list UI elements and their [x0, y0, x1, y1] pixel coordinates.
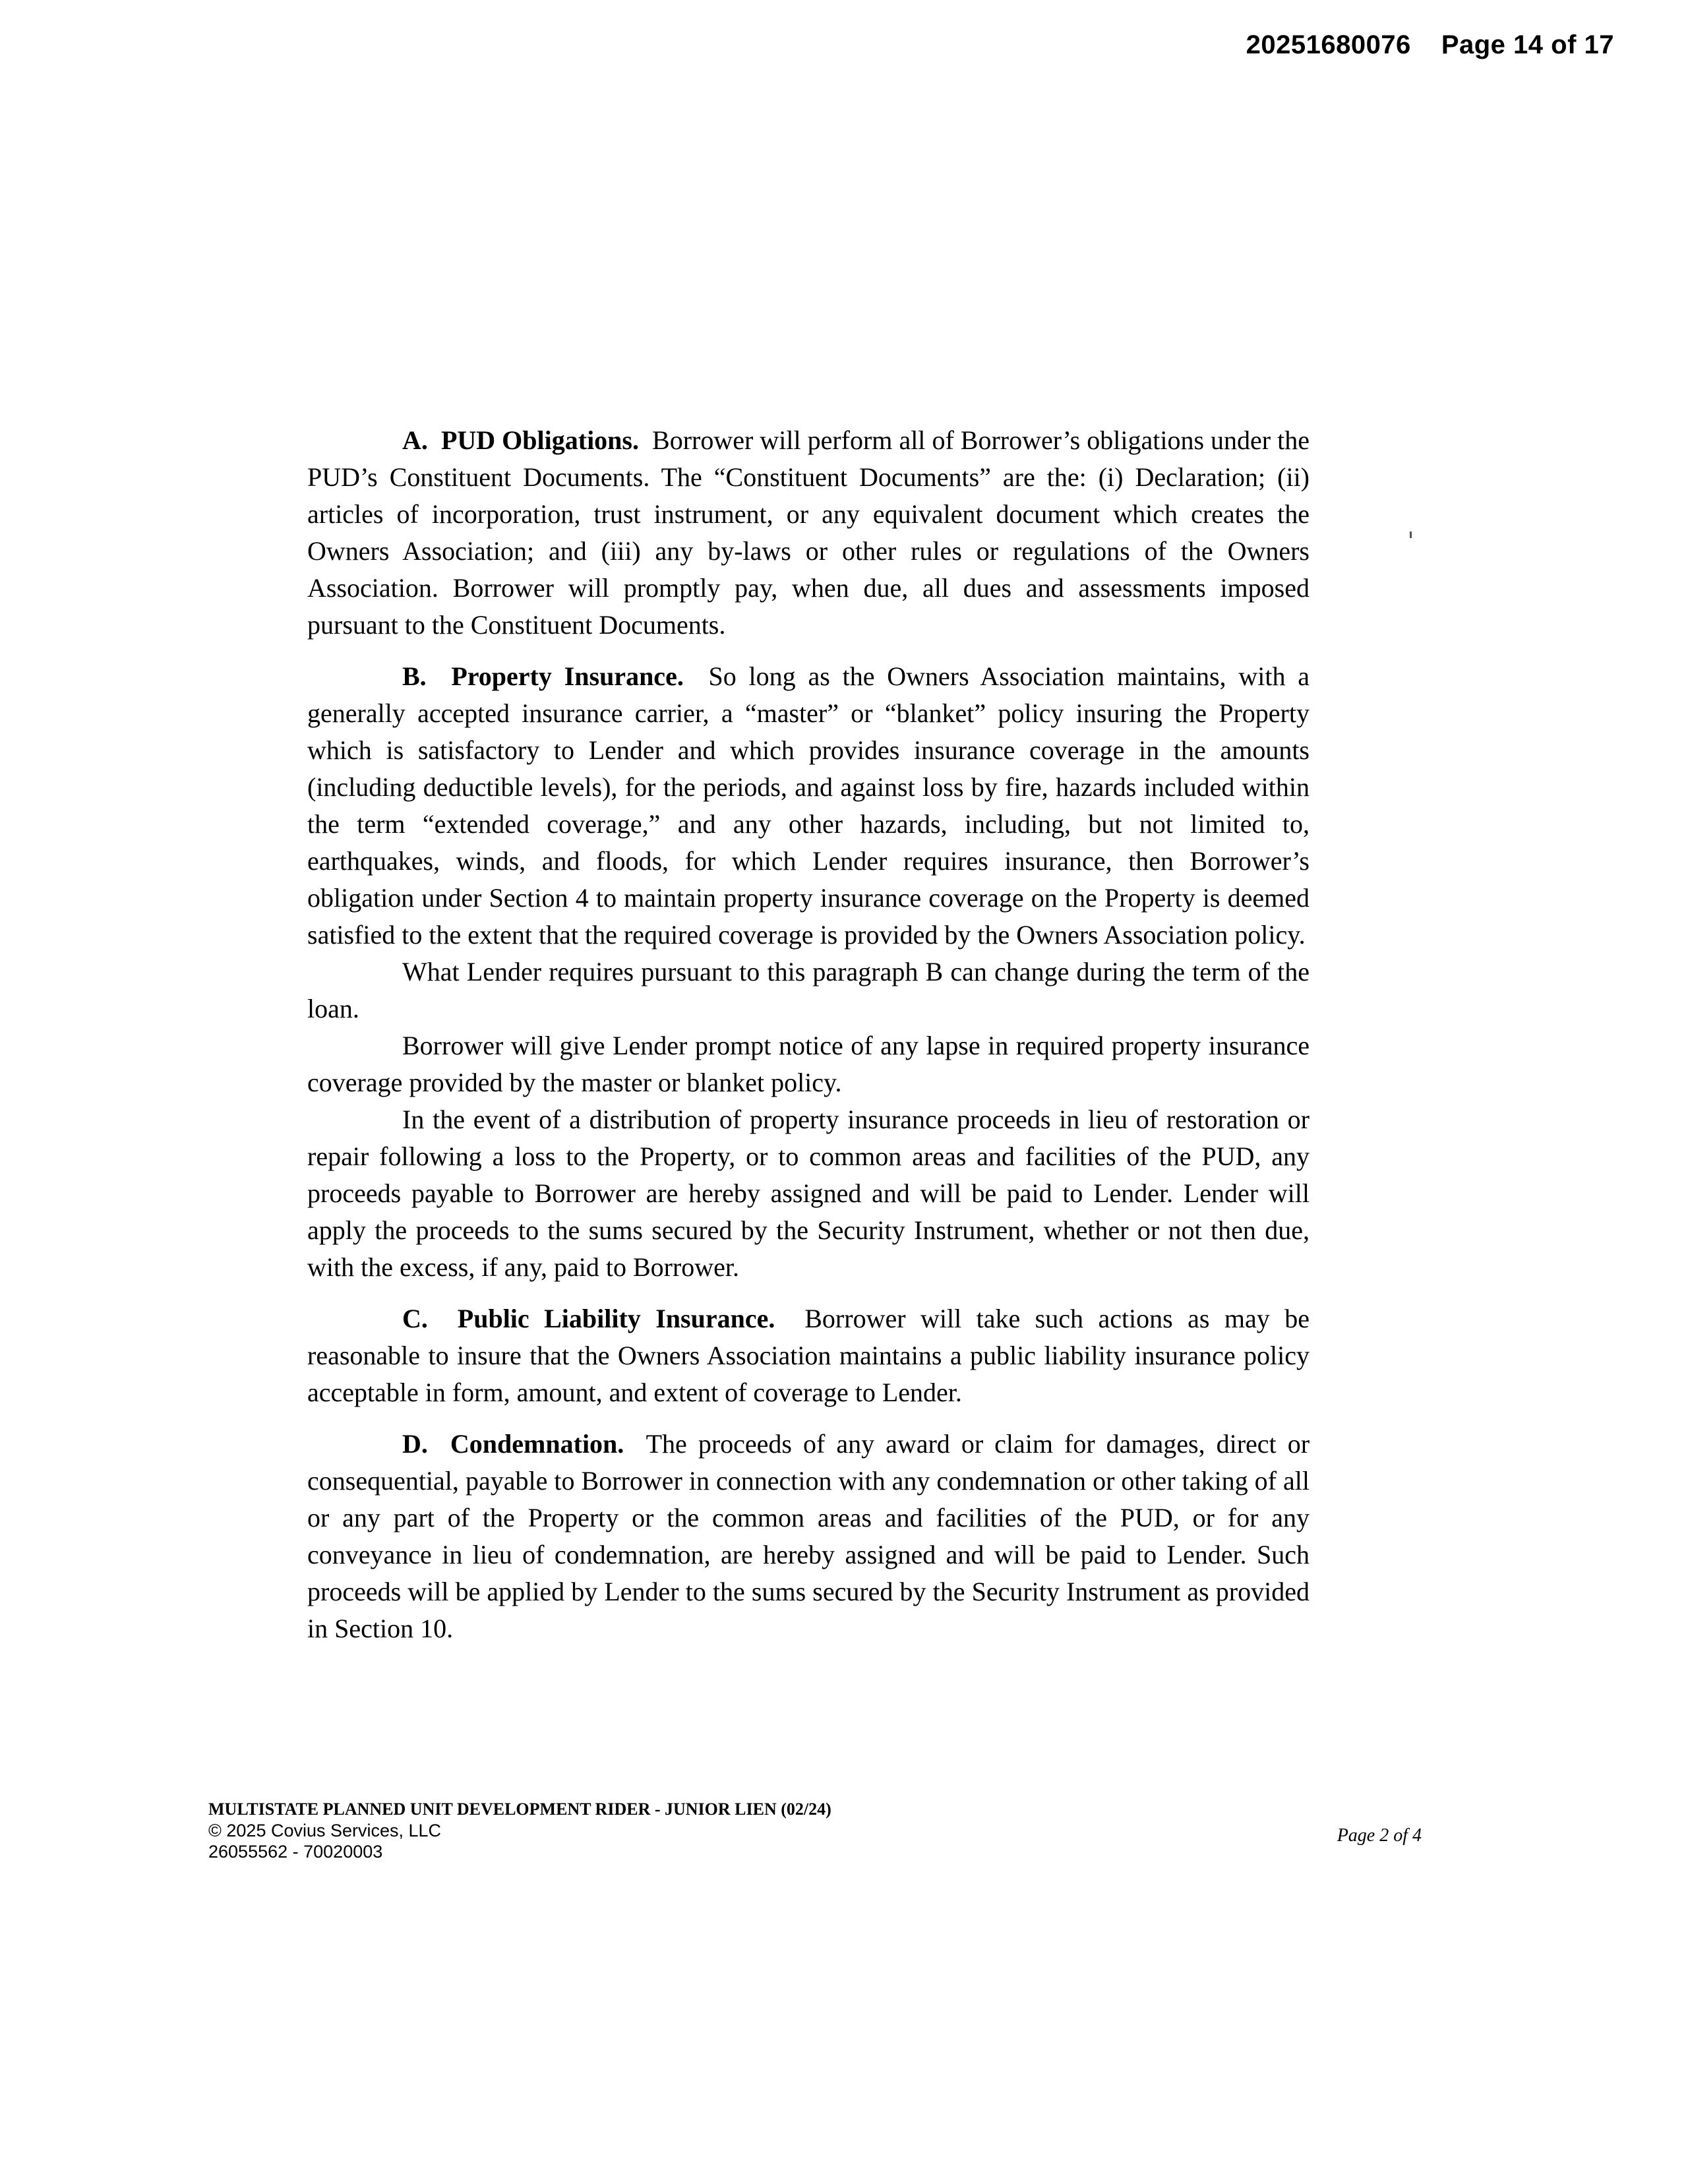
- recorded-page-number: Page 14 of 17: [1441, 30, 1614, 59]
- section-b-paragraph-4: In the event of a distribution of property insurance proceeds in lieu of restoration or repair following a loss to the Property, or to common areas and facilities of the PUD, any proceeds payable to Borrower are hereby assigned and will be paid to Lender. Lender will apply the proceeds to the sums secured by the Security Instrument, whether or not then due, with the excess, if any, paid to Borrower.: [307, 1105, 1310, 1282]
- section-title: PUD Obligations.: [440, 425, 639, 455]
- section-paragraph: So long as the Owners Association maintains, with a generally accepted insurance carrier, a “master” or “blanket” policy insuring the Property which is satisfactory to Lender and which provides insurance coverage in the amounts (including deductible levels), for the periods, and against loss by fire, hazards included within the term “extended coverage,” and any other hazards, including, but not limited to, earthquakes, winds, and floods, for which Lender requires insurance, then Borrower’s obligation under Section 4 to maintain property insurance coverage on the Property is deemed satisfied to the extent that the required coverage is provided by the Owners Association policy.: [307, 661, 1310, 950]
- section-title: Property Insurance.: [451, 661, 684, 691]
- rider-body: [307, 422, 1310, 1647]
- section-letter: D.: [402, 1429, 428, 1459]
- section-b: [307, 658, 1310, 954]
- recording-stamp: [1246, 30, 1614, 60]
- section-paragraph: Borrower will take such actions as may be reasonable to insure that the Owners Association maintains a public liability insurance policy acceptable in form, amount, and extent of coverage to Lender.: [307, 1304, 1310, 1407]
- section-title: Public Liability Insurance.: [457, 1304, 775, 1333]
- copyright-line: © 2025 Covius Services, LLC: [208, 1821, 442, 1840]
- section-b-paragraph-3: Borrower will give Lender prompt notice of any lapse in required property insurance coverage provided by the master or blanket policy.: [307, 1031, 1310, 1097]
- section-d: [307, 1426, 1310, 1647]
- rider-page-number: Page 2 of 4: [1337, 1825, 1422, 1846]
- section-paragraph: The proceeds of any award or claim for damages, direct or consequential, payable to Borrower in connection with any condemnation or other taking of all or any part of the Property or the common areas and facilities of the PUD, or for any conveyance in lieu of condemnation, are hereby assigned and will be paid to Lender. Such proceeds will be applied by Lender to the sums secured by the Security Instrument as provided in Section 10.: [307, 1429, 1310, 1643]
- scan-mark: [1410, 531, 1412, 538]
- section-letter: A.: [402, 425, 428, 455]
- loan-reference: 26055562 - 70020003: [208, 1842, 383, 1862]
- page-footer: [208, 1799, 1422, 1862]
- section-b-paragraph-2: What Lender requires pursuant to this paragraph B can change during the term of the loan.: [307, 957, 1310, 1023]
- section-letter: C.: [402, 1304, 428, 1333]
- section-title: Condemnation.: [450, 1429, 624, 1459]
- section-paragraph: Borrower will perform all of Borrower’s obligations under the PUD’s Constituent Documents. The “Constituent Documents” are the: (i) Declaration; (ii) articles of incorporation, trust instrument, or any equivalent document which creates the Owners Association; and (iii) any by-laws or other rules or regulations of the Owners Association. Borrower will promptly pay, when due, all dues and assessments imposed pursuant to the Constituent Documents.: [307, 425, 1310, 640]
- section-letter: B.: [402, 661, 427, 691]
- section-a: [307, 422, 1310, 644]
- document-number: 20251680076: [1246, 30, 1411, 59]
- section-c: [307, 1300, 1310, 1411]
- rider-title: MULTISTATE PLANNED UNIT DEVELOPMENT RIDER - JUNIOR LIEN (02/24): [208, 1800, 831, 1819]
